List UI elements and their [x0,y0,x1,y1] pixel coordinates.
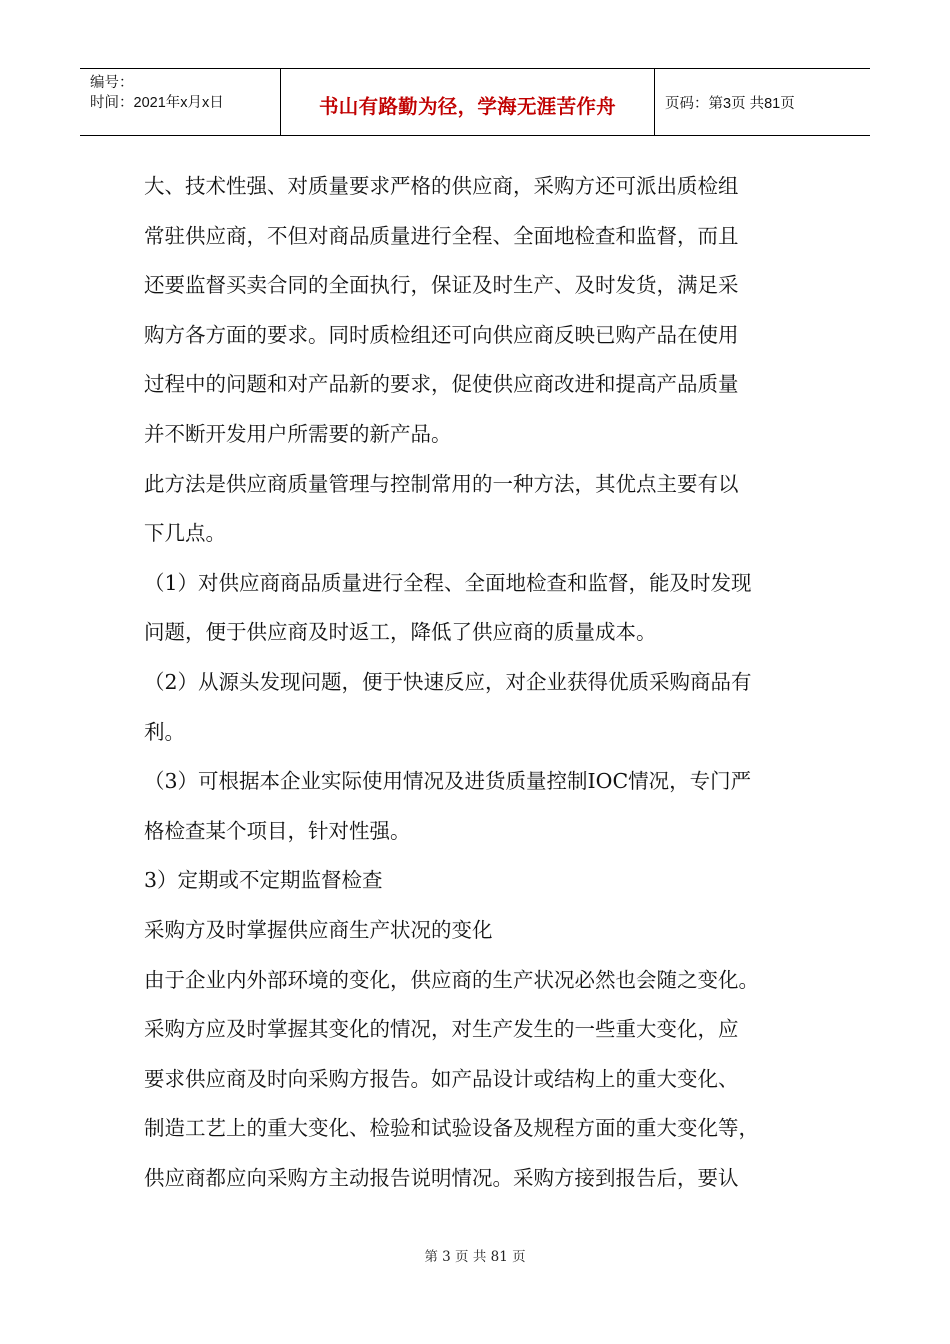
body-line: 并不断开发用户所需要的新产品。 [144,421,452,446]
body-line: 此方法是供应商质量管理与控制常用的一种方法，其优点主要有以 [144,471,739,496]
body-line: 3）定期或不定期监督检查 [144,868,383,893]
body-line: 问题，便于供应商及时返工，降低了供应商的质量成本。 [144,620,657,645]
body-line: 制造工艺上的重大变化、检验和试验设备及规程方面的重大变化等， [144,1116,759,1141]
body-line: （2）从源头发现问题，便于快速反应，对企业获得优质采购商品有 [144,669,752,694]
header-page-info [655,69,870,135]
body-line: 供应商都应向采购方主动报告说明情况。采购方接到报告后，要认 [144,1165,739,1190]
header-motto-cell [280,69,655,135]
document-body [144,162,824,1203]
document-time-label: 时间：2021年x月x日 [90,95,224,111]
body-line: 采购方及时掌握供应商生产状况的变化 [144,917,493,942]
body-line: 大、技术性强、对质量要求严格的供应商，采购方还可派出质检组 [144,174,739,198]
header-meta [80,69,280,135]
page-footer: 第 3 页 共 81 页 [424,1249,526,1265]
header-motto: 书山有路勤为径，学海无涯苦作舟 [318,95,616,118]
header-page-number: 页码：第3页 [665,95,746,112]
body-line: 由于企业内外部环境的变化，供应商的生产状况必然也会随之变化。 [144,967,759,992]
body-line: 格检查某个项目，针对性强。 [144,818,411,843]
body-line: 采购方应及时掌握其变化的情况，对生产发生的一些重大变化，应 [144,1017,739,1042]
body-line: 下几点。 [144,521,226,546]
header-page-total: 共81页 [749,95,795,112]
body-line: 购方各方面的要求。同时质检组还可向供应商反映已购产品在使用 [144,322,739,347]
body-line: 要求供应商及时向采购方报告。如产品设计或结构上的重大变化、 [144,1066,739,1091]
body-line: 常驻供应商，不但对商品质量进行全程、全面地检查和监督，而且 [144,223,739,248]
body-line: 利。 [144,719,185,744]
body-line: 过程中的问题和对产品新的要求，促使供应商改进和提高产品质量 [144,372,739,397]
page-header [80,68,870,136]
body-line: （3）可根据本企业实际使用情况及进货质量控制IOC情况，专门严 [144,769,752,794]
body-line: （1）对供应商商品质量进行全程、全面地检查和监督，能及时发现 [144,570,752,595]
body-line: 还要监督买卖合同的全面执行，保证及时生产、及时发货，满足采 [144,273,739,298]
document-number-label: 编号： [90,75,134,91]
